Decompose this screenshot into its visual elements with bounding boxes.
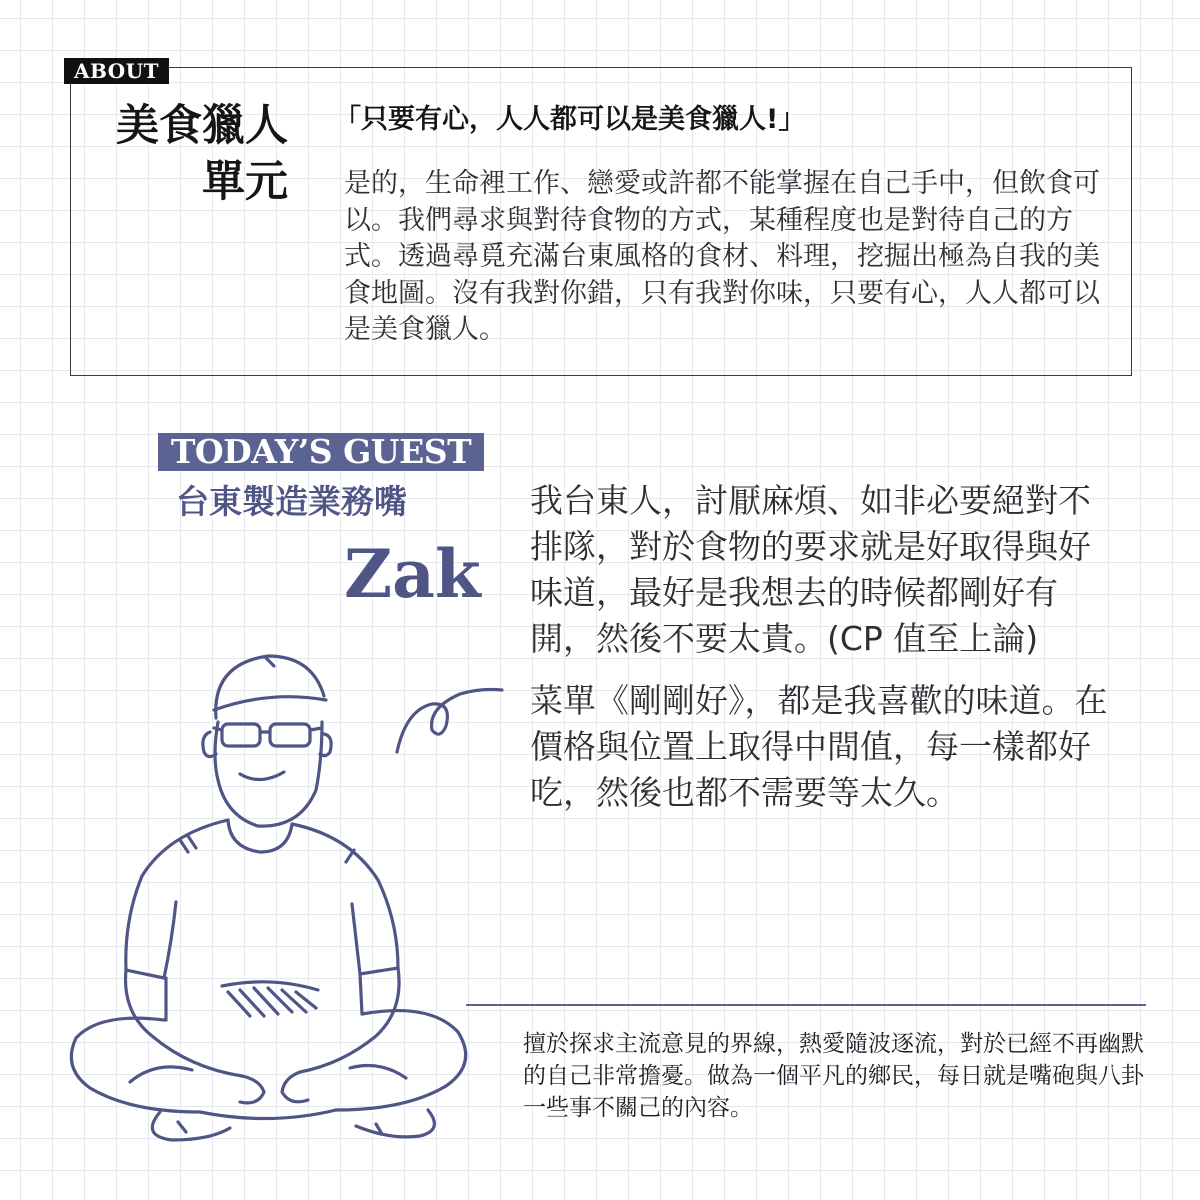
- guest-role: 台東製造業務嘴: [176, 482, 407, 521]
- guest-tag: TODAY’S GUEST: [158, 433, 484, 471]
- cap-icon: [214, 656, 326, 718]
- divider-line: [466, 1004, 1146, 1006]
- guest-statement: [530, 478, 1120, 832]
- guest-paragraph-2: 菜單《剛剛好》，都是我喜歡的味道。在價格與位置上取得中間值，每一樣都好吃，然後也都不需要等太久。: [530, 681, 1108, 812]
- unit-title: [98, 98, 288, 210]
- guest-bio: 擅於探求主流意見的界線，熱愛隨波逐流，對於已經不再幽默的自己非常擔憂。做為一個平凡的鄉民，每日就是嘴砲與八卦一些事不關己的內容。: [523, 1031, 1144, 1121]
- feet: [152, 1110, 434, 1140]
- about-quote: 「只要有心，人人都可以是美食獵人!」: [334, 104, 806, 135]
- guest-paragraph-1: 我台東人，討厭麻煩、如非必要絕對不排隊，對於食物的要求就是好取得與好味道，最好是我想去的時候都剛好有開，然後不要太貴。(CP 值至上論): [530, 481, 1091, 658]
- unit-title-line1: 美食獵人: [116, 101, 288, 151]
- about-tag: ABOUT: [64, 58, 169, 84]
- crossed-legs: [71, 1011, 465, 1119]
- guest-name: Zak: [344, 535, 481, 613]
- guest-portrait-illustration: [60, 640, 520, 1160]
- speech-squiggle: [397, 690, 502, 753]
- t-shirt: [126, 820, 398, 1020]
- unit-title-line2: 單元: [202, 157, 288, 207]
- shorts: [222, 982, 318, 1016]
- glasses-icon: [214, 724, 322, 746]
- about-body: 是的，生命裡工作、戀愛或許都不能掌握在自己手中，但飲食可以。我們尋求與對待食物的方式，某種程度也是對待自己的方式。透過尋覓充滿台東風格的食材、料理，挖掘出極為自我的美食地圖。沒有我對你錯，只有我對你味，只要有心，人人都可以是美食獵人。: [344, 168, 1100, 345]
